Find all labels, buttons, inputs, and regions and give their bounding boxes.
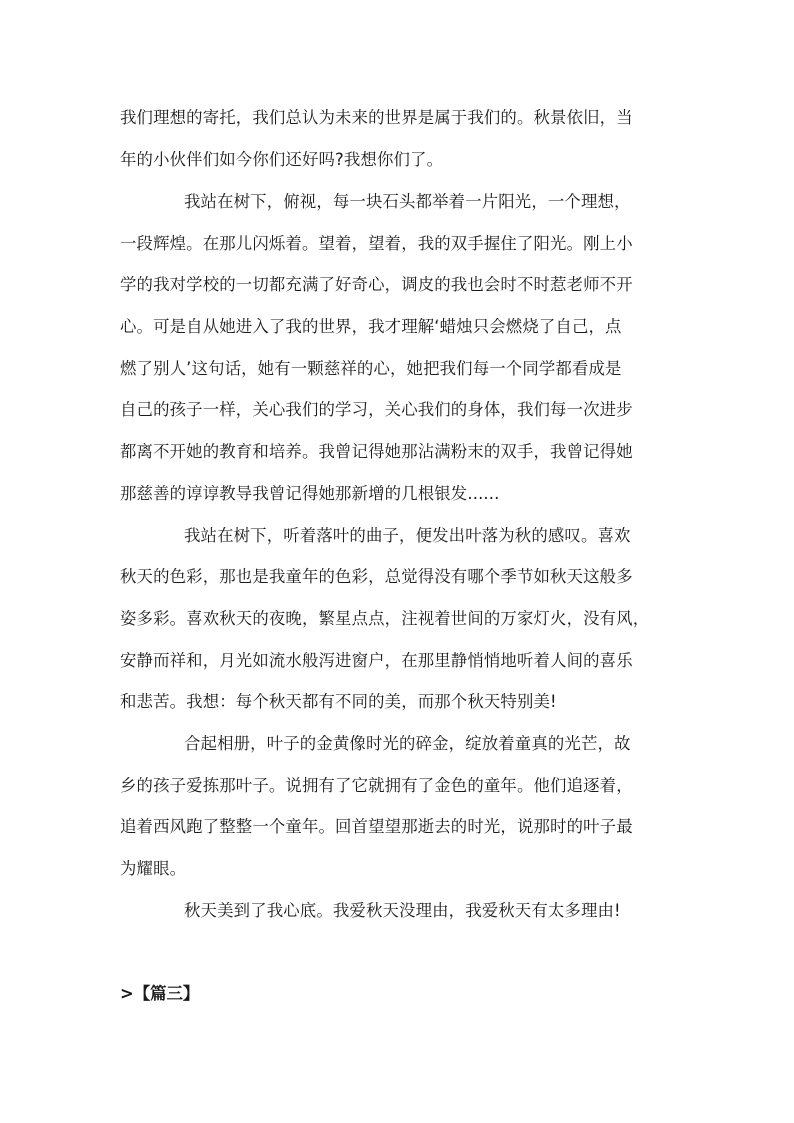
text-line: 自己的孩子一样，关心我们的学习，关心我们的身体，我们每一次进步 [120,400,633,419]
paragraph-first-line: 我站在树下，听着落叶的曲子，便发出叶落为秋的感叹。喜欢 [184,526,631,545]
text-line: 安静而祥和，月光如流水般泻进窗户，在那里静悄悄地听着人间的喜乐 [120,651,633,670]
text-line: 乡的孩子爱拣那叶子。说拥有了它就拥有了金色的童年。他们追逐着， [120,776,633,795]
text-line: 学的我对学校的一切都充满了好奇心，调皮的我也会时不时惹老师不开 [120,275,633,294]
section-heading: >【篇三】 [120,984,200,1003]
text-line: 我们理想的寄托，我们总认为未来的世界是属于我们的。秋景依旧，当 [120,108,633,127]
text-line: 和悲苦。我想：每个秋天都有不同的美，而那个秋天特别美! [120,692,557,711]
text-line: 年的小伙伴们如今你们还好吗?我想你们了。 [120,150,444,169]
text-line: 燃了别人’这句话，她有一颗慈祥的心，她把我们每一个同学都看成是 [120,359,622,378]
paragraph-first-line: 秋天美到了我心底。我爱秋天没理由，我爱秋天有太多理由! [184,901,621,920]
text-line: 为耀眼。 [120,859,187,878]
paragraph-first-line: 我站在树下，俯视，每一块石头都举着一片阳光，一个理想， [184,192,631,211]
text-line: 追着西风跑了整整一个童年。回首望望那逝去的时光，说那时的叶子最 [120,817,633,836]
text-line: 姿多彩。喜欢秋天的夜晚，繁星点点，注视着世间的万家灯火，没有风， [120,609,650,628]
text-line: 秋天的色彩，那也是我童年的色彩，总觉得没有哪个季节如秋天这般多 [120,567,633,586]
text-line: 都离不开她的教育和培养。我曾记得她那沾满粉末的双手，我曾记得她 [120,442,633,461]
text-line: 心。可是自从她进入了我的世界，我才理解‘蜡烛只会燃烧了自己，点 [120,317,622,336]
paragraph-first-line: 合起相册，叶子的金黄像时光的碎金，绽放着童真的光芒，故 [184,734,631,753]
text-line: 一段辉煌。在那儿闪烁着。望着，望着，我的双手握住了阳光。刚上小 [120,234,633,253]
text-line: 那慈善的谆谆教导我曾记得她那新增的几根银发...... [120,484,500,503]
